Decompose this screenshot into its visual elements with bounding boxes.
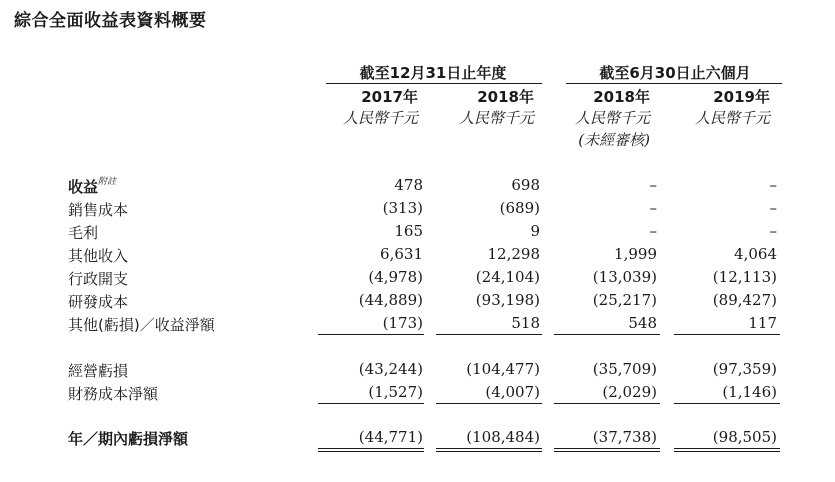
column-unit-2: 人民幣千元 xyxy=(458,109,534,127)
cell: 6,631 xyxy=(380,245,423,263)
cell: 12,298 xyxy=(487,245,540,263)
subtotal-rule xyxy=(554,334,660,335)
subtotal-rule xyxy=(674,403,780,404)
row-label-admin-expenses: 行政開支 xyxy=(68,270,129,288)
cell: (173) xyxy=(382,314,423,332)
header-group-year-underline xyxy=(326,83,542,84)
total-rule-top xyxy=(436,448,542,449)
column-unit-4: 人民幣千元 xyxy=(694,109,770,127)
subtotal-rule xyxy=(674,334,780,335)
column-unit-1: 人民幣千元 xyxy=(342,109,418,127)
header-group-year: 截至12月31日止年度 xyxy=(359,64,507,82)
cell: – xyxy=(769,222,777,240)
subtotal-rule xyxy=(436,403,542,404)
cell: 4,064 xyxy=(734,245,777,263)
row-label-revenue-text: 收益 xyxy=(68,178,99,196)
cell: (44,889) xyxy=(358,291,423,309)
row-label-other-income: 其他收入 xyxy=(68,247,129,265)
cell: (13,039) xyxy=(592,268,657,286)
row-label-finance-costs: 財務成本淨額 xyxy=(68,385,159,403)
cell: 9 xyxy=(530,222,540,240)
cell: (104,477) xyxy=(466,360,540,378)
total-rule-bottom xyxy=(554,451,660,452)
total-rule-bottom xyxy=(436,451,542,452)
column-year-3: 2018年 xyxy=(593,88,650,106)
cell: (313) xyxy=(382,199,423,217)
cell: (98,505) xyxy=(712,428,777,446)
cell: (35,709) xyxy=(592,360,657,378)
column-year-4: 2019年 xyxy=(713,88,770,106)
row-label-cost-of-sales: 銷售成本 xyxy=(68,201,129,219)
column-year-1: 2017年 xyxy=(361,88,418,106)
cell: 548 xyxy=(628,314,657,332)
column-year-2: 2018年 xyxy=(477,88,534,106)
total-rule-top xyxy=(554,448,660,449)
cell: – xyxy=(769,176,777,194)
cell: (1,146) xyxy=(722,383,777,401)
footnote-marker: 附註 xyxy=(98,177,117,187)
cell: 698 xyxy=(511,176,540,194)
cell: (2,029) xyxy=(602,383,657,401)
cell: 117 xyxy=(748,314,777,332)
row-label-other-net: 其他(虧損)／收益淨額 xyxy=(68,316,215,334)
row-label-operating-loss: 經營虧損 xyxy=(68,362,129,380)
page-title: 綜合全面收益表資料概要 xyxy=(14,11,207,31)
cell: – xyxy=(649,176,657,194)
cell: (108,484) xyxy=(466,428,540,446)
row-label-rd-costs: 研發成本 xyxy=(68,293,129,311)
cell: (37,738) xyxy=(592,428,657,446)
header-group-half-underline xyxy=(566,83,782,84)
cell: (43,244) xyxy=(358,360,423,378)
cell: (1,527) xyxy=(368,383,423,401)
subtotal-rule xyxy=(318,334,424,335)
total-rule-bottom xyxy=(318,451,424,452)
cell: (4,978) xyxy=(368,268,423,286)
cell: (97,359) xyxy=(712,360,777,378)
cell: (12,113) xyxy=(712,268,777,286)
subtotal-rule xyxy=(554,403,660,404)
row-label-revenue xyxy=(68,176,116,197)
subtotal-rule xyxy=(436,334,542,335)
cell: (4,007) xyxy=(485,383,540,401)
cell: 478 xyxy=(394,176,423,194)
cell: (93,198) xyxy=(475,291,540,309)
cell: – xyxy=(769,199,777,217)
cell: (25,217) xyxy=(592,291,657,309)
cell: 165 xyxy=(394,222,423,240)
total-rule-bottom xyxy=(674,451,780,452)
cell: – xyxy=(649,222,657,240)
cell: – xyxy=(649,199,657,217)
total-rule-top xyxy=(674,448,780,449)
row-label-gross-profit: 毛利 xyxy=(68,224,99,242)
column-note-3: (未經審核) xyxy=(578,131,650,149)
cell: (89,427) xyxy=(712,291,777,309)
cell: 518 xyxy=(511,314,540,332)
cell: (24,104) xyxy=(475,268,540,286)
header-group-half: 截至6月30日止六個月 xyxy=(599,64,751,82)
column-unit-3: 人民幣千元 xyxy=(574,109,650,127)
subtotal-rule xyxy=(318,403,424,404)
total-rule-top xyxy=(318,448,424,449)
cell: (44,771) xyxy=(358,428,423,446)
cell: (689) xyxy=(499,199,540,217)
row-label-net-loss: 年／期內虧損淨額 xyxy=(68,430,189,448)
cell: 1,999 xyxy=(614,245,657,263)
